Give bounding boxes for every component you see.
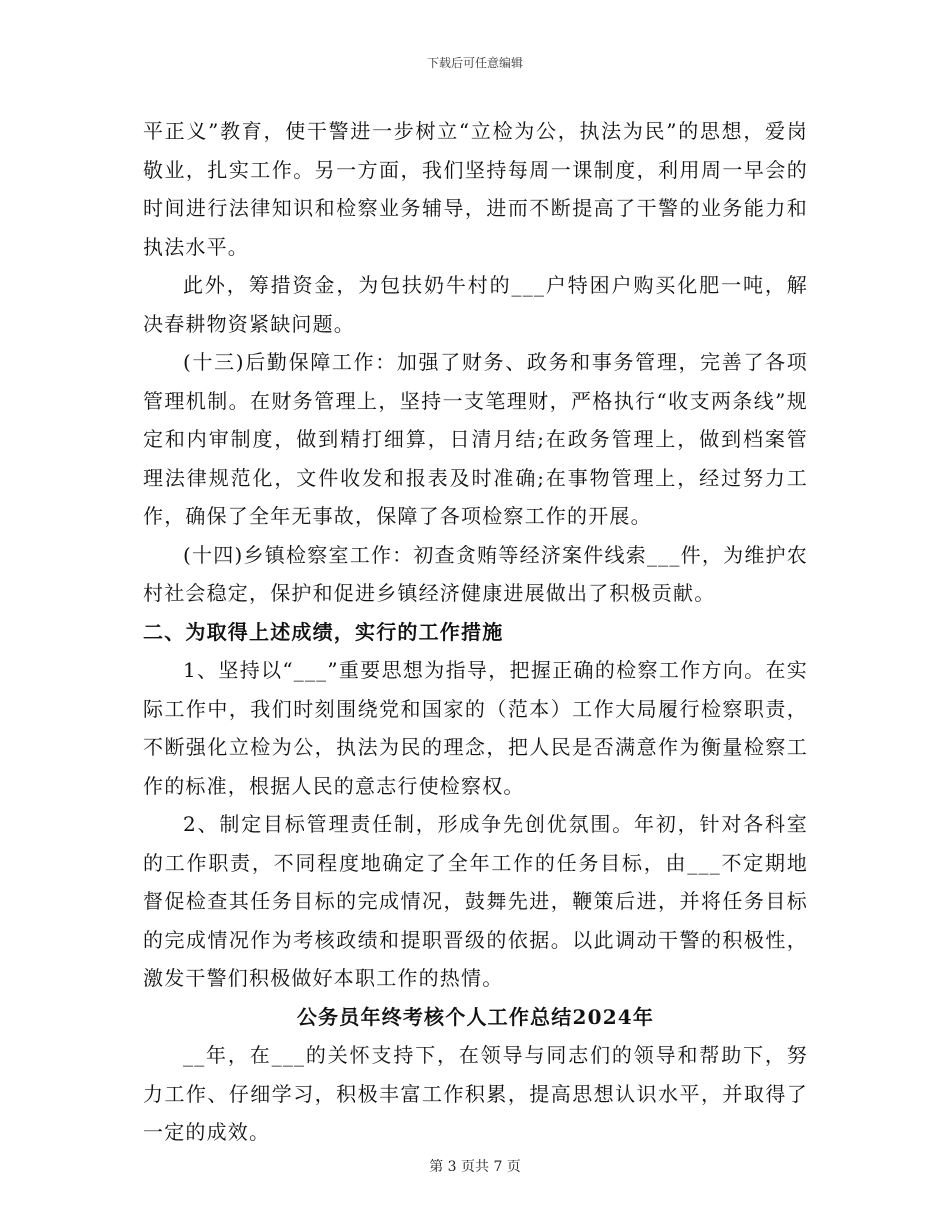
section-heading: 二、为取得上述成绩，实行的工作措施	[143, 619, 504, 644]
paragraph: __年，在___的关怀支持下，在领导与同志们的领导和帮助下，努力工作、仔细学习，积极丰富工作积累，提高思想认识水平，并取得了一定的成效。	[143, 1043, 808, 1144]
paragraph: (十三)后勤保障工作：加强了财务、政务和事务管理，完善了各项管理机制。在财务管理上，坚持一支笔理财，严格执行“收支两条线”规定和内审制度，做到精打细算，日清月结;在政务管理上，做到档案管理法律规范化，文件收发和报表及时准确;在事物管理上，经过努力工作，确保了全年无事故，保障了各项检察工作的开展。	[143, 350, 808, 528]
paragraph: 平正义”教育，使干警进一步树立“立检为公，执法为民”的思想，爱岗敬业，扎实工作。另一方面，我们坚持每周一课制度，利用周一早会的时间进行法律知识和检察业务辅导，进而不断提高了干警的业务能力和执法水平。	[143, 119, 808, 259]
page-footer: 第 3 页共 7 页	[429, 1159, 521, 1175]
document-title: 公务员年终考核个人工作总结2024年	[296, 1004, 655, 1029]
paragraph: 此外，筹措资金，为包扶奶牛村的___户特困户购买化肥一吨，解决春耕物资紧缺问题。	[143, 273, 808, 336]
paragraph: 1、坚持以“___”重要思想为指导，把握正确的检察工作方向。在实际工作中，我们时刻围绕党和国家的（范本）工作大局履行检察职责，不断强化立检为公，执法为民的理念，把人民是否满意作为衡量检察工作的标准，根据人民的意志行使检察权。	[143, 658, 808, 798]
document-body	[143, 112, 808, 1152]
page-header: 下载后可任意编辑	[426, 56, 523, 70]
paragraph: (十四)乡镇检察室工作：初查贪贿等经济案件线索___件，为维护农村社会稳定，保护和促进乡镇经济健康进展做出了积极贡献。	[143, 542, 808, 605]
paragraph: 2、制定目标管理责任制，形成争先创优氛围。年初，针对各科室的工作职责，不同程度地确定了全年工作的任务目标，由___不定期地督促检查其任务目标的完成情况，鼓舞先进，鞭策后进，并将任务目标的完成情况作为考核政绩和提职晋级的依据。以此调动干警的积极性，激发干警们积极做好本职工作的热情。	[143, 812, 808, 990]
